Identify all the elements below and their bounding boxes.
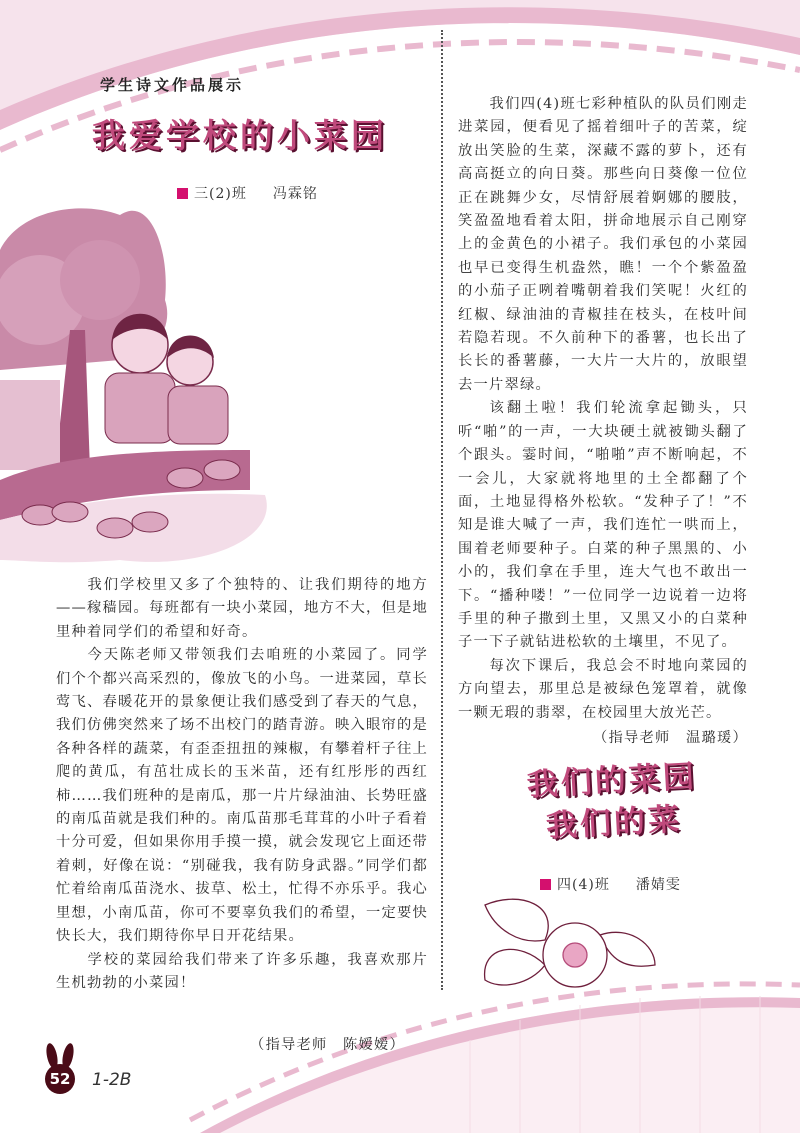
article2-body	[458, 93, 748, 750]
article1-author: 冯霖铭	[272, 186, 318, 202]
article1-body	[56, 574, 428, 995]
article1-class: 三(2)班	[194, 186, 247, 202]
article2-byline	[540, 874, 681, 894]
page-number: 52	[45, 1064, 75, 1094]
issue-number: 1-2B	[92, 1070, 132, 1090]
article2-paragraph: 该翻土啦！我们轮流拿起锄头，只听“啪”的一声，一大块硬土就被锄头翻了个跟头。霎时间，“啪啪”声不断响起，不一会儿，大家就将地里的土全都翻了个面，土地显得格外松软。“发种子了！”不知是谁大喊了一声，我们连忙一哄而上，围着老师要种子。白菜的种子黑黑的、小小的，我们拿在手里，连大气也不敢出一下。“播种喽！”一位同学一边说着一边将手里的种子撒到土里，又黑又小的白菜种子一下子就钻进松软的土壤里，不见了。	[458, 400, 748, 651]
article1-title: 我爱学校的小菜园	[92, 116, 388, 155]
kids-garden-illustration	[0, 208, 267, 562]
page-number-badge	[40, 1042, 80, 1090]
article2-title	[526, 756, 700, 849]
article2-title-line2: 我们的菜	[545, 801, 683, 845]
section-label: 学生诗文作品展示	[100, 76, 245, 94]
article2-paragraph: 我们四(4)班七彩种植队的队员们刚走进菜园，便看见了摇着细叶子的苦菜，绽放出笑脸的生菜，深藏不露的萝卜，还有高高挺立的向日葵。那些向日葵像一位位正在跳舞少女，尽情舒展着婀娜的腰肢，笑盈盈地看着太阳，拼命地展示自己刚穿上的金黄色的小裙子。我们承包的小菜园也早已变得生机盎然，瞧！一个个紫盈盈的小茄子正咧着嘴朝着我们笑呢！火红的红椒、绿油油的青椒挂在枝头，在枝叶间若隐若现。不久前种下的番薯，也长出了长长的番薯藤，一大片一大片的，放眼望去一片翠绿。	[458, 96, 748, 393]
article2-paragraph: 每次下课后，我总会不时地向菜园的方向望去，那里总是被绿色笼罩着，就像一颗无瑕的翡翠，在校园里大放光芒。	[458, 657, 748, 721]
article1-paragraph: 我们学校里又多了个独特的、让我们期待的地方——稼穑园。每班都有一块小菜园，地方不大，但是地里种着同学们的希望和好奇。	[56, 577, 428, 640]
article1-teacher: （指导老师 陈嫒嫒）	[250, 1037, 405, 1053]
article1-paragraph: 今天陈老师又带领我们去咱班的小菜园了。同学们个个都兴高采烈的，像放飞的小鸟。一进菜园，草长莺飞、春暖花开的景象便让我们感受到了春天的气息，我们仿佛突然来了场不出校门的踏青游。映入眼帘的是各种各样的蔬菜，有歪歪扭扭的辣椒，有攀着杆子往上爬的黄瓜，有茁壮成长的玉米苗，还有红彤彤的西红柿……我们班种的是南瓜，那一片片绿油油、长势旺盛的南瓜苗就是我们种的。南瓜苗那毛茸茸的小叶子看着十分可爱，但如果你用手摸一摸，就会发现它上面还带着刺，好像在说：“别碰我，我有防身武器。”同学们都忙着给南瓜苗浇水、拔草、松土，忙得不亦乐乎。我心里想，小南瓜苗，你可不要辜负我们的希望，一定要快快长大，我们期待你早日开花结果。	[56, 647, 428, 945]
byline-marker-icon	[177, 188, 188, 199]
camellia-illustration	[485, 899, 655, 987]
article2-class: 四(4)班	[557, 877, 610, 893]
article2-author: 潘婧雯	[635, 877, 681, 893]
article2-teacher: （指导老师 温璐瑗）	[593, 729, 748, 746]
article1-paragraph: 学校的菜园给我们带来了许多乐趣，我喜欢那片生机勃勃的小菜园！	[56, 951, 428, 991]
article2-title-line1: 我们的菜园	[526, 758, 698, 804]
column-divider	[441, 30, 443, 990]
byline-marker-icon	[540, 879, 551, 890]
article1-byline	[177, 183, 318, 203]
